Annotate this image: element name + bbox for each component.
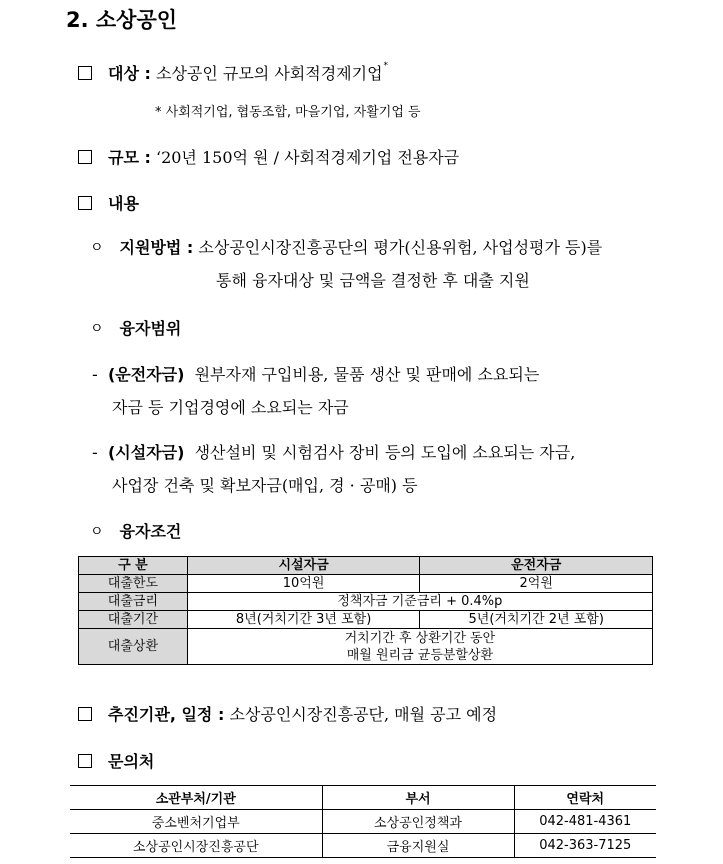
contact-label: 문의처 [108,752,155,771]
table-cell: 정책자금 기준금리 + 0.4%p [187,593,652,611]
table-cell: 042-363-7125 [514,834,656,858]
checkbox-square-icon [78,754,92,768]
page-title: 2. 소상공인 [66,8,178,32]
section-target [78,61,388,84]
table-cell: 소상공인정책과 [322,810,514,834]
section-content [78,191,139,214]
table-cell: 5년(거치기간 2년 포함) [420,611,653,629]
row-label: 대출한도 [79,575,188,593]
table-row [70,810,656,834]
loan-scope-item-operating [92,362,539,385]
repayment-line1: 거치기간 후 상환기간 동안 [344,630,496,646]
support-method [90,235,602,258]
agency-text: 소상공인시장진흥공단, 매월 공고 예정 [229,705,498,724]
support-method-label: 지원방법 : [119,238,194,257]
row-label: 대출금리 [79,593,188,611]
table-cell: 금융지원실 [322,834,514,858]
table-row [79,629,653,665]
facility-line1: 생산설비 및 시험검사 장비 등의 도입에 소요되는 자금, [194,443,576,462]
section-contact [78,749,154,772]
row-label: 대출기간 [79,611,188,629]
checkbox-square-icon [78,196,92,210]
table-cell: 8년(거치기간 3년 포함) [187,611,420,629]
dash-bullet: - [92,443,98,462]
target-footnote: * 사회적기업, 협동조합, 마을기업, 자활기업 등 [155,105,421,120]
operating-tag: (운전자금) [107,365,185,384]
facility-tag: (시설자금) [107,443,185,462]
target-text: 소상공인 규모의 사회적경제기업 [155,64,383,83]
circle-bullet-icon: ㅇ [90,320,104,337]
table-header-cell: 구 분 [79,557,188,575]
section-agency [78,702,497,725]
table-cell: 042-481-4361 [514,810,656,834]
table-cell: 10억원 [187,575,420,593]
circle-bullet-icon: ㅇ [90,523,104,540]
section-scale [78,145,459,168]
operating-line1: 원부자재 구입비용, 물품 생산 및 판매에 소요되는 [194,365,540,384]
checkbox-square-icon [78,66,92,80]
support-method-line1: 소상공인시장진흥공단의 평가(신용위험, 사업성평가 등)를 [198,238,603,257]
circle-bullet-icon: ㅇ [90,239,104,256]
scale-label: 규모 : [108,148,151,167]
table-header-cell: 부서 [322,786,514,810]
target-label: 대상 : [108,64,151,83]
loan-terms-label: 융자조건 [119,522,182,541]
table-header-row [70,786,656,810]
table-cell: 2억원 [420,575,653,593]
loan-terms-table [78,556,653,665]
table-cell [187,629,652,665]
row-label: 대출상환 [79,629,188,665]
table-row [79,575,653,593]
footnote-mark: * [383,60,389,71]
table-cell: 중소벤처기업부 [70,810,322,834]
contact-table [70,785,656,858]
table-row [79,611,653,629]
table-header-cell: 시설자금 [187,557,420,575]
loan-scope-label: 융자범위 [119,319,182,338]
facility-line2: 사업장 건축 및 확보자금(매입, 경 · 공매) 등 [112,476,418,495]
table-header-cell: 소관부처/기관 [70,786,322,810]
dash-bullet: - [92,365,98,384]
table-cell: 소상공인시장진흥공단 [70,834,322,858]
table-row [79,593,653,611]
checkbox-square-icon [78,707,92,721]
table-header-row [79,557,653,575]
scale-text: ‘20년 150억 원 / 사회적경제기업 전용자금 [155,148,460,167]
table-header-cell: 운전자금 [420,557,653,575]
loan-scope-item-facility [92,440,575,463]
table-row [70,834,656,858]
repayment-line2: 매월 원리금 균등분할상환 [346,647,494,663]
content-label: 내용 [108,194,139,213]
table-header-cell: 연락처 [514,786,656,810]
operating-line2: 자금 등 기업경영에 소요되는 자금 [112,398,349,417]
checkbox-square-icon [78,150,92,164]
agency-label: 추진기관, 일정 : [108,705,225,724]
loan-terms [90,519,181,542]
support-method-line2: 통해 융자대상 및 금액을 결정한 후 대출 지원 [216,271,530,290]
loan-scope [90,316,181,339]
